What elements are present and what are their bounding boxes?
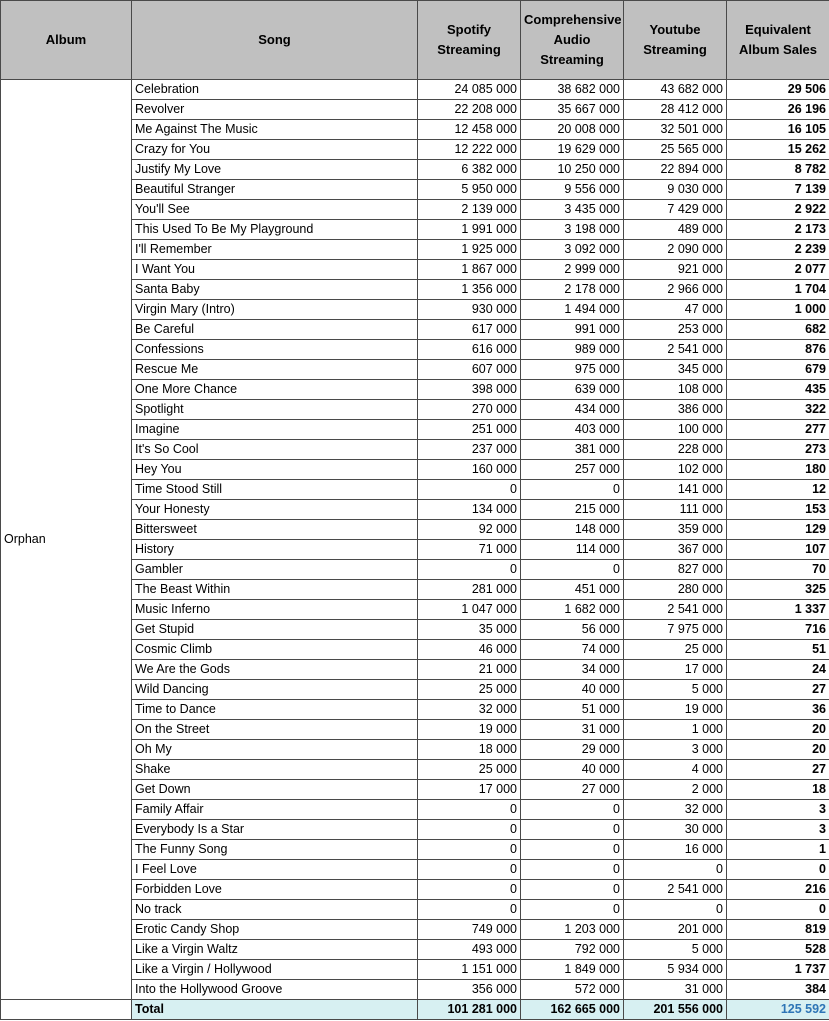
song-cell: Everybody Is a Star xyxy=(132,820,418,840)
song-cell: Spotlight xyxy=(132,400,418,420)
song-cell: Your Honesty xyxy=(132,500,418,520)
spotify-cell: 1 047 000 xyxy=(418,600,521,620)
youtube-cell: 921 000 xyxy=(624,260,727,280)
spotify-cell: 398 000 xyxy=(418,380,521,400)
song-cell: We Are the Gods xyxy=(132,660,418,680)
audio-cell: 10 250 000 xyxy=(521,160,624,180)
audio-cell: 975 000 xyxy=(521,360,624,380)
youtube-cell: 111 000 xyxy=(624,500,727,520)
eas-cell: 384 xyxy=(727,980,829,1000)
spotify-cell: 25 000 xyxy=(418,760,521,780)
spotify-cell: 5 950 000 xyxy=(418,180,521,200)
youtube-cell: 386 000 xyxy=(624,400,727,420)
spotify-cell: 0 xyxy=(418,480,521,500)
audio-cell: 27 000 xyxy=(521,780,624,800)
youtube-cell: 17 000 xyxy=(624,660,727,680)
spotify-cell: 32 000 xyxy=(418,700,521,720)
song-cell: Get Stupid xyxy=(132,620,418,640)
spotify-cell: 17 000 xyxy=(418,780,521,800)
spotify-cell: 2 139 000 xyxy=(418,200,521,220)
song-cell: I Feel Love xyxy=(132,860,418,880)
eas-cell: 3 xyxy=(727,820,829,840)
youtube-cell: 2 966 000 xyxy=(624,280,727,300)
spotify-cell: 1 151 000 xyxy=(418,960,521,980)
youtube-cell: 141 000 xyxy=(624,480,727,500)
eas-cell: 716 xyxy=(727,620,829,640)
audio-cell: 0 xyxy=(521,860,624,880)
song-cell: Be Careful xyxy=(132,320,418,340)
eas-cell: 36 xyxy=(727,700,829,720)
eas-cell: 153 xyxy=(727,500,829,520)
eas-cell: 107 xyxy=(727,540,829,560)
song-cell: History xyxy=(132,540,418,560)
spotify-cell: 18 000 xyxy=(418,740,521,760)
eas-cell: 20 xyxy=(727,740,829,760)
song-cell: Gambler xyxy=(132,560,418,580)
audio-cell: 148 000 xyxy=(521,520,624,540)
total-row xyxy=(1,1000,829,1020)
audio-cell: 38 682 000 xyxy=(521,80,624,100)
audio-cell: 0 xyxy=(521,480,624,500)
eas-cell: 27 xyxy=(727,680,829,700)
eas-cell: 16 105 xyxy=(727,120,829,140)
eas-cell: 819 xyxy=(727,920,829,940)
eas-cell: 3 xyxy=(727,800,829,820)
eas-cell: 679 xyxy=(727,360,829,380)
youtube-cell: 4 000 xyxy=(624,760,727,780)
song-cell: Like a Virgin / Hollywood xyxy=(132,960,418,980)
table-body xyxy=(1,80,829,1020)
song-cell: Beautiful Stranger xyxy=(132,180,418,200)
audio-cell: 0 xyxy=(521,880,624,900)
song-cell: Rescue Me xyxy=(132,360,418,380)
eas-cell: 435 xyxy=(727,380,829,400)
eas-cell: 0 xyxy=(727,860,829,880)
eas-cell: 1 337 xyxy=(727,600,829,620)
audio-cell: 3 092 000 xyxy=(521,240,624,260)
youtube-cell: 359 000 xyxy=(624,520,727,540)
eas-cell: 24 xyxy=(727,660,829,680)
spotify-cell: 237 000 xyxy=(418,440,521,460)
youtube-cell: 489 000 xyxy=(624,220,727,240)
total-eas: 125 592 xyxy=(727,1000,829,1020)
spotify-cell: 0 xyxy=(418,900,521,920)
spotify-cell: 356 000 xyxy=(418,980,521,1000)
spotify-cell: 749 000 xyxy=(418,920,521,940)
total-audio: 162 665 000 xyxy=(521,1000,624,1020)
spotify-cell: 616 000 xyxy=(418,340,521,360)
spotify-cell: 0 xyxy=(418,560,521,580)
audio-cell: 0 xyxy=(521,800,624,820)
song-cell: Time Stood Still xyxy=(132,480,418,500)
audio-cell: 1 494 000 xyxy=(521,300,624,320)
youtube-cell: 5 934 000 xyxy=(624,960,727,980)
youtube-cell: 28 412 000 xyxy=(624,100,727,120)
spotify-cell: 270 000 xyxy=(418,400,521,420)
audio-cell: 3 198 000 xyxy=(521,220,624,240)
youtube-cell: 2 090 000 xyxy=(624,240,727,260)
audio-cell: 51 000 xyxy=(521,700,624,720)
eas-cell: 528 xyxy=(727,940,829,960)
audio-cell: 3 435 000 xyxy=(521,200,624,220)
youtube-cell: 345 000 xyxy=(624,360,727,380)
eas-cell: 7 139 xyxy=(727,180,829,200)
header-youtube: Youtube Streaming xyxy=(624,1,727,80)
eas-cell: 29 506 xyxy=(727,80,829,100)
song-cell: The Beast Within xyxy=(132,580,418,600)
song-cell: The Funny Song xyxy=(132,840,418,860)
youtube-cell: 2 541 000 xyxy=(624,880,727,900)
eas-cell: 26 196 xyxy=(727,100,829,120)
audio-cell: 1 203 000 xyxy=(521,920,624,940)
audio-cell: 2 178 000 xyxy=(521,280,624,300)
spotify-cell: 21 000 xyxy=(418,660,521,680)
header-song: Song xyxy=(132,1,418,80)
eas-cell: 20 xyxy=(727,720,829,740)
song-cell: I Want You xyxy=(132,260,418,280)
song-cell: On the Street xyxy=(132,720,418,740)
song-cell: Time to Dance xyxy=(132,700,418,720)
audio-cell: 572 000 xyxy=(521,980,624,1000)
eas-cell: 2 077 xyxy=(727,260,829,280)
spotify-cell: 281 000 xyxy=(418,580,521,600)
song-cell: This Used To Be My Playground xyxy=(132,220,418,240)
song-cell: Shake xyxy=(132,760,418,780)
youtube-cell: 108 000 xyxy=(624,380,727,400)
youtube-cell: 47 000 xyxy=(624,300,727,320)
audio-cell: 403 000 xyxy=(521,420,624,440)
spotify-cell: 92 000 xyxy=(418,520,521,540)
audio-cell: 0 xyxy=(521,840,624,860)
spotify-cell: 35 000 xyxy=(418,620,521,640)
song-cell: Virgin Mary (Intro) xyxy=(132,300,418,320)
spotify-cell: 0 xyxy=(418,820,521,840)
youtube-cell: 43 682 000 xyxy=(624,80,727,100)
table-row xyxy=(1,80,829,100)
spotify-cell: 19 000 xyxy=(418,720,521,740)
song-cell: You'll See xyxy=(132,200,418,220)
total-youtube: 201 556 000 xyxy=(624,1000,727,1020)
total-label: Total xyxy=(132,1000,418,1020)
song-cell: Into the Hollywood Groove xyxy=(132,980,418,1000)
eas-cell: 273 xyxy=(727,440,829,460)
song-cell: Santa Baby xyxy=(132,280,418,300)
audio-cell: 215 000 xyxy=(521,500,624,520)
song-cell: Oh My xyxy=(132,740,418,760)
audio-cell: 991 000 xyxy=(521,320,624,340)
eas-cell: 1 xyxy=(727,840,829,860)
header-audio: Comprehensive Audio Streaming xyxy=(521,1,624,80)
spotify-cell: 46 000 xyxy=(418,640,521,660)
audio-cell: 1 682 000 xyxy=(521,600,624,620)
spotify-cell: 1 925 000 xyxy=(418,240,521,260)
youtube-cell: 16 000 xyxy=(624,840,727,860)
spotify-cell: 12 458 000 xyxy=(418,120,521,140)
header-eas: Equivalent Album Sales xyxy=(727,1,829,80)
spotify-cell: 25 000 xyxy=(418,680,521,700)
youtube-cell: 25 565 000 xyxy=(624,140,727,160)
audio-cell: 381 000 xyxy=(521,440,624,460)
song-cell: Cosmic Climb xyxy=(132,640,418,660)
audio-cell: 0 xyxy=(521,560,624,580)
youtube-cell: 367 000 xyxy=(624,540,727,560)
song-cell: Revolver xyxy=(132,100,418,120)
spotify-cell: 1 991 000 xyxy=(418,220,521,240)
eas-cell: 8 782 xyxy=(727,160,829,180)
audio-cell: 434 000 xyxy=(521,400,624,420)
total-album-blank xyxy=(1,1000,132,1020)
eas-cell: 129 xyxy=(727,520,829,540)
spotify-cell: 0 xyxy=(418,880,521,900)
eas-cell: 216 xyxy=(727,880,829,900)
youtube-cell: 32 000 xyxy=(624,800,727,820)
spotify-cell: 71 000 xyxy=(418,540,521,560)
song-cell: Music Inferno xyxy=(132,600,418,620)
song-cell: Bittersweet xyxy=(132,520,418,540)
eas-cell: 51 xyxy=(727,640,829,660)
youtube-cell: 25 000 xyxy=(624,640,727,660)
audio-cell: 9 556 000 xyxy=(521,180,624,200)
eas-cell: 2 239 xyxy=(727,240,829,260)
spotify-cell: 1 356 000 xyxy=(418,280,521,300)
youtube-cell: 9 030 000 xyxy=(624,180,727,200)
youtube-cell: 7 429 000 xyxy=(624,200,727,220)
audio-cell: 56 000 xyxy=(521,620,624,640)
audio-cell: 451 000 xyxy=(521,580,624,600)
eas-cell: 325 xyxy=(727,580,829,600)
youtube-cell: 1 000 xyxy=(624,720,727,740)
audio-cell: 639 000 xyxy=(521,380,624,400)
audio-cell: 0 xyxy=(521,820,624,840)
song-cell: Family Affair xyxy=(132,800,418,820)
audio-cell: 40 000 xyxy=(521,760,624,780)
spotify-cell: 134 000 xyxy=(418,500,521,520)
youtube-cell: 3 000 xyxy=(624,740,727,760)
eas-cell: 12 xyxy=(727,480,829,500)
youtube-cell: 5 000 xyxy=(624,680,727,700)
audio-cell: 40 000 xyxy=(521,680,624,700)
song-cell: Celebration xyxy=(132,80,418,100)
eas-cell: 15 262 xyxy=(727,140,829,160)
audio-cell: 114 000 xyxy=(521,540,624,560)
album-cell: Orphan xyxy=(1,80,132,1000)
song-cell: One More Chance xyxy=(132,380,418,400)
spotify-cell: 0 xyxy=(418,800,521,820)
eas-cell: 1 737 xyxy=(727,960,829,980)
youtube-cell: 7 975 000 xyxy=(624,620,727,640)
eas-cell: 180 xyxy=(727,460,829,480)
audio-cell: 257 000 xyxy=(521,460,624,480)
youtube-cell: 32 501 000 xyxy=(624,120,727,140)
youtube-cell: 0 xyxy=(624,900,727,920)
song-cell: Crazy for You xyxy=(132,140,418,160)
eas-cell: 70 xyxy=(727,560,829,580)
youtube-cell: 31 000 xyxy=(624,980,727,1000)
spotify-cell: 930 000 xyxy=(418,300,521,320)
song-cell: Hey You xyxy=(132,460,418,480)
youtube-cell: 228 000 xyxy=(624,440,727,460)
spotify-cell: 12 222 000 xyxy=(418,140,521,160)
song-cell: Imagine xyxy=(132,420,418,440)
spotify-cell: 0 xyxy=(418,860,521,880)
total-spotify: 101 281 000 xyxy=(418,1000,521,1020)
eas-cell: 18 xyxy=(727,780,829,800)
eas-cell: 0 xyxy=(727,900,829,920)
youtube-cell: 280 000 xyxy=(624,580,727,600)
header-album: Album xyxy=(1,1,132,80)
youtube-cell: 827 000 xyxy=(624,560,727,580)
song-cell: Wild Dancing xyxy=(132,680,418,700)
eas-cell: 27 xyxy=(727,760,829,780)
spotify-cell: 6 382 000 xyxy=(418,160,521,180)
audio-cell: 19 629 000 xyxy=(521,140,624,160)
spotify-cell: 251 000 xyxy=(418,420,521,440)
song-cell: It's So Cool xyxy=(132,440,418,460)
audio-cell: 2 999 000 xyxy=(521,260,624,280)
eas-cell: 1 704 xyxy=(727,280,829,300)
audio-cell: 1 849 000 xyxy=(521,960,624,980)
youtube-cell: 19 000 xyxy=(624,700,727,720)
song-cell: I'll Remember xyxy=(132,240,418,260)
youtube-cell: 2 541 000 xyxy=(624,340,727,360)
eas-cell: 2 922 xyxy=(727,200,829,220)
song-cell: Me Against The Music xyxy=(132,120,418,140)
youtube-cell: 2 000 xyxy=(624,780,727,800)
audio-cell: 35 667 000 xyxy=(521,100,624,120)
song-cell: Erotic Candy Shop xyxy=(132,920,418,940)
youtube-cell: 100 000 xyxy=(624,420,727,440)
spotify-cell: 22 208 000 xyxy=(418,100,521,120)
audio-cell: 20 008 000 xyxy=(521,120,624,140)
song-cell: Like a Virgin Waltz xyxy=(132,940,418,960)
song-cell: Forbidden Love xyxy=(132,880,418,900)
song-cell: Get Down xyxy=(132,780,418,800)
youtube-cell: 0 xyxy=(624,860,727,880)
audio-cell: 0 xyxy=(521,900,624,920)
spotify-cell: 160 000 xyxy=(418,460,521,480)
song-cell: Justify My Love xyxy=(132,160,418,180)
audio-cell: 989 000 xyxy=(521,340,624,360)
eas-cell: 277 xyxy=(727,420,829,440)
youtube-cell: 5 000 xyxy=(624,940,727,960)
eas-cell: 876 xyxy=(727,340,829,360)
spotify-cell: 0 xyxy=(418,840,521,860)
eas-cell: 1 000 xyxy=(727,300,829,320)
song-cell: No track xyxy=(132,900,418,920)
header-spotify: Spotify Streaming xyxy=(418,1,521,80)
eas-cell: 682 xyxy=(727,320,829,340)
eas-cell: 2 173 xyxy=(727,220,829,240)
audio-cell: 31 000 xyxy=(521,720,624,740)
audio-cell: 29 000 xyxy=(521,740,624,760)
header-row xyxy=(1,1,829,80)
youtube-cell: 22 894 000 xyxy=(624,160,727,180)
spotify-cell: 1 867 000 xyxy=(418,260,521,280)
spotify-cell: 617 000 xyxy=(418,320,521,340)
spotify-cell: 607 000 xyxy=(418,360,521,380)
youtube-cell: 201 000 xyxy=(624,920,727,940)
song-cell: Confessions xyxy=(132,340,418,360)
audio-cell: 74 000 xyxy=(521,640,624,660)
audio-cell: 34 000 xyxy=(521,660,624,680)
eas-cell: 322 xyxy=(727,400,829,420)
youtube-cell: 253 000 xyxy=(624,320,727,340)
spotify-cell: 24 085 000 xyxy=(418,80,521,100)
youtube-cell: 2 541 000 xyxy=(624,600,727,620)
youtube-cell: 102 000 xyxy=(624,460,727,480)
youtube-cell: 30 000 xyxy=(624,820,727,840)
audio-cell: 792 000 xyxy=(521,940,624,960)
spotify-cell: 493 000 xyxy=(418,940,521,960)
